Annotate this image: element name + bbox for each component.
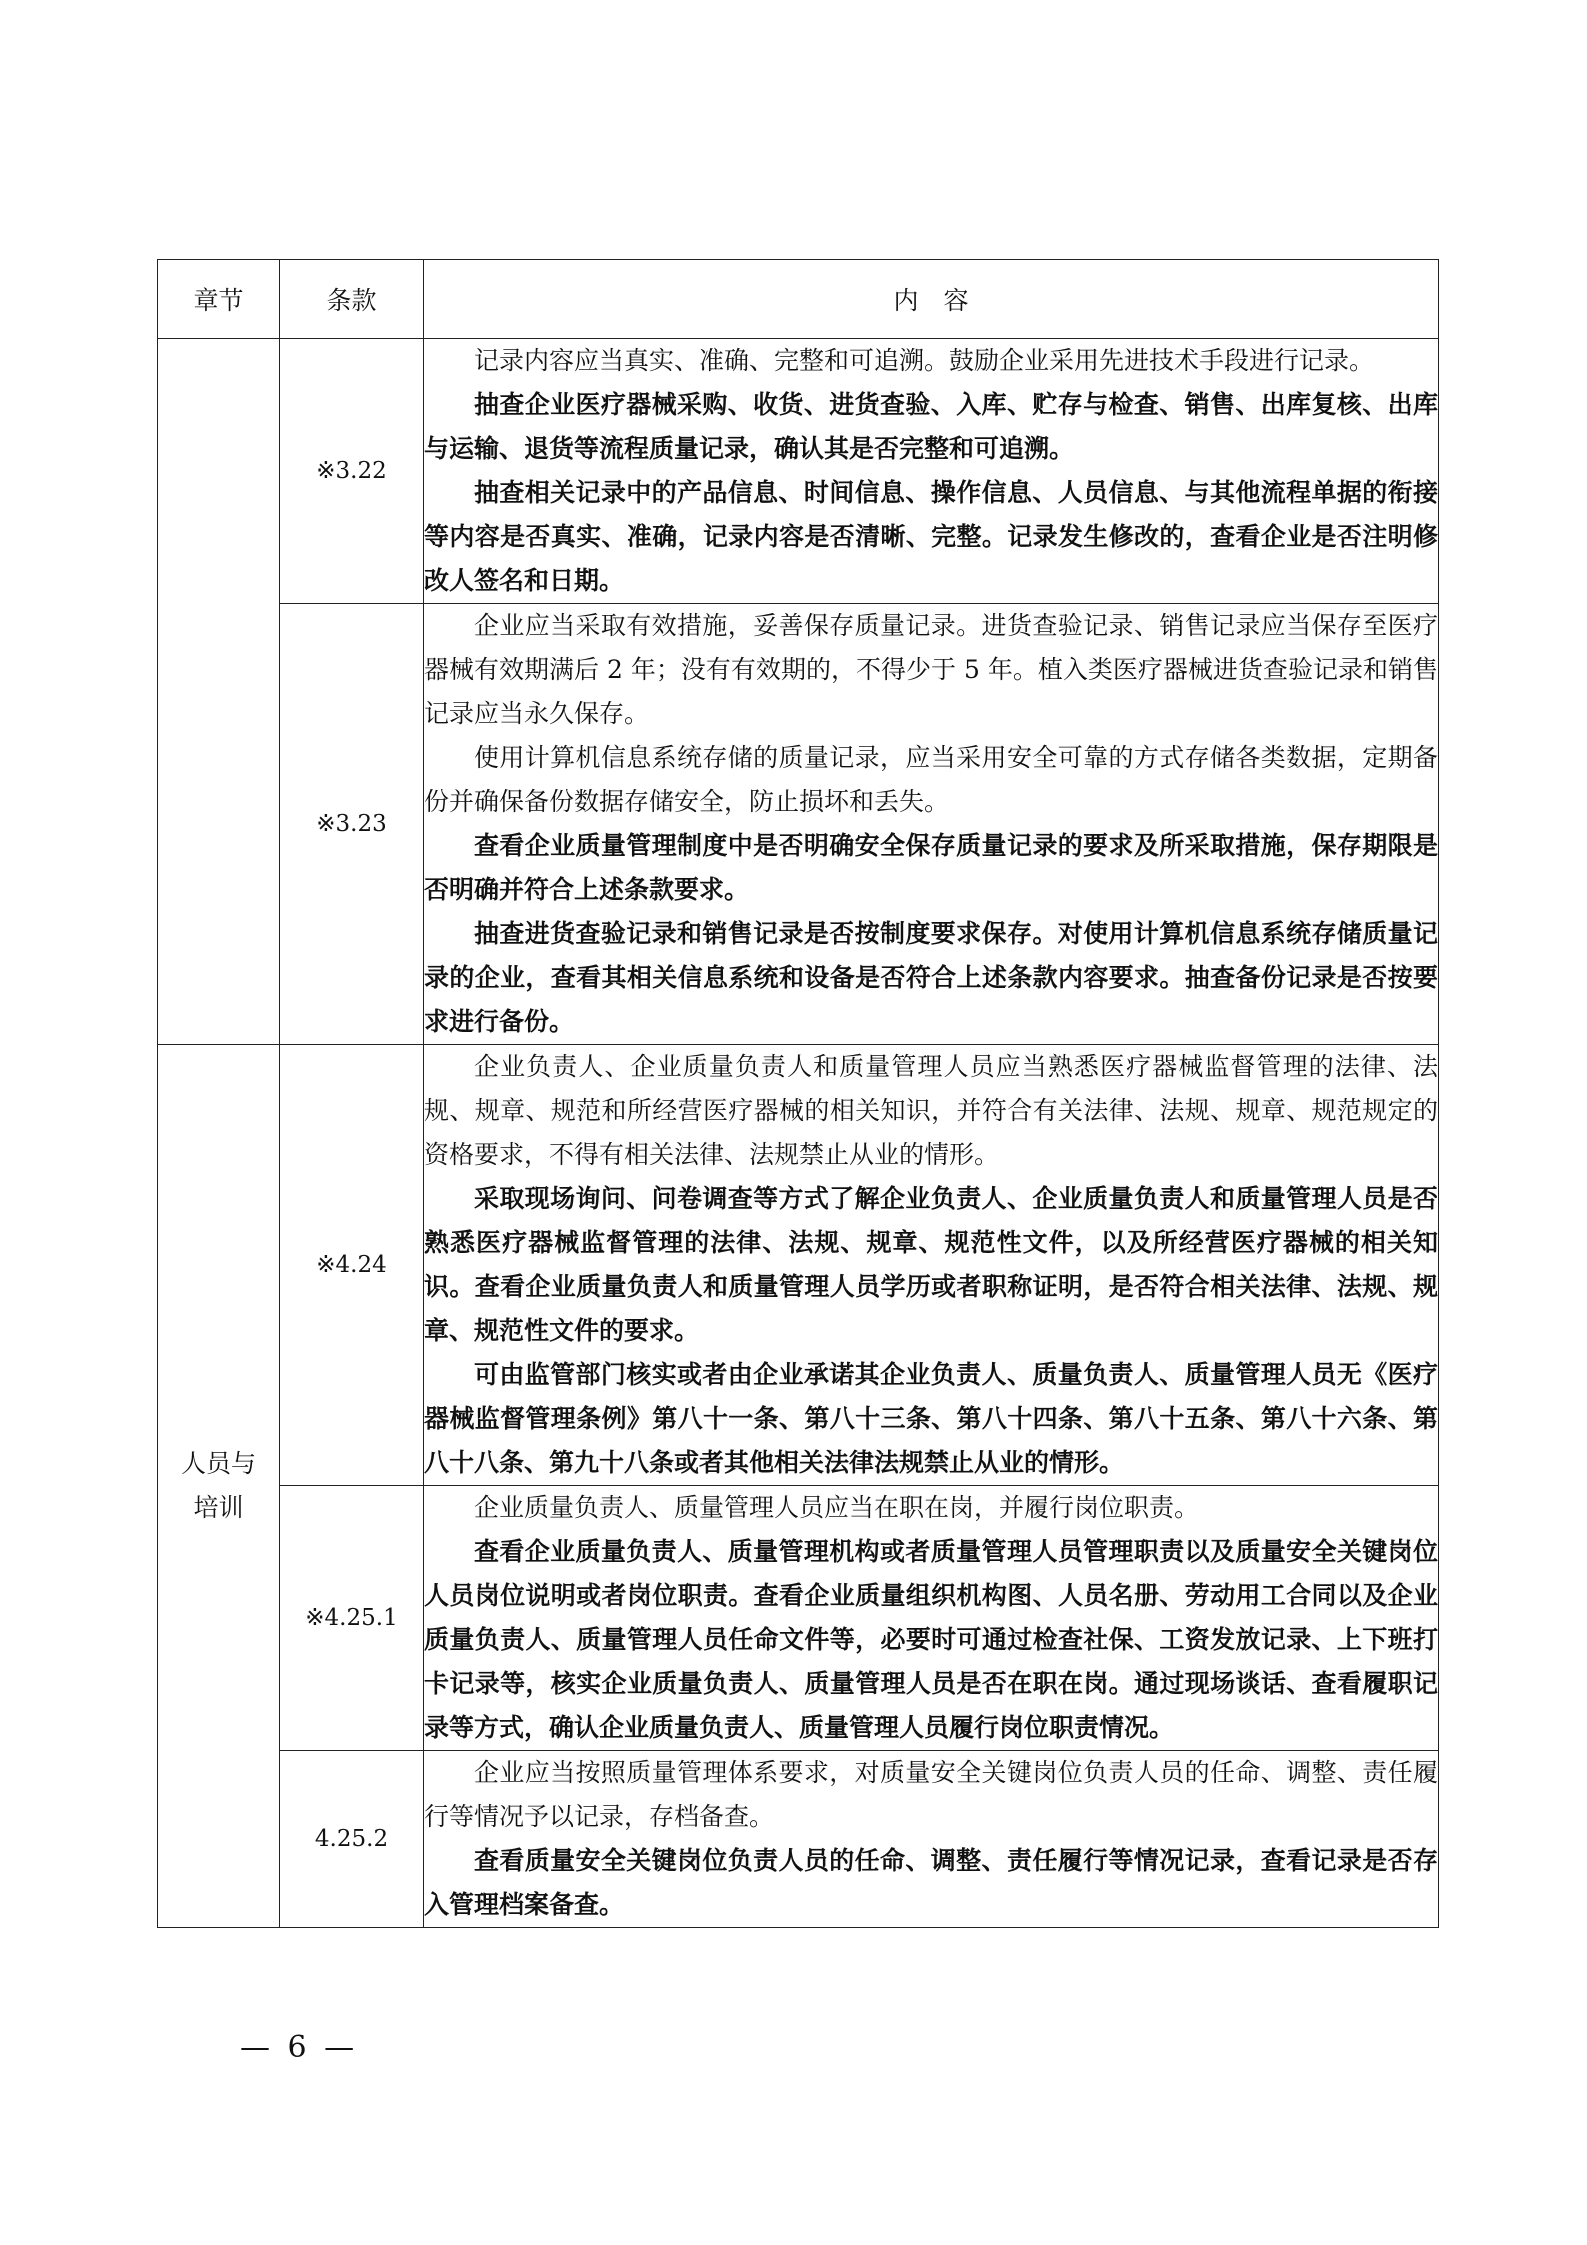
content-paragraph: 查看企业质量管理制度中是否明确安全保存质量记录的要求及所采取措施，保存期限是否明确并符合上述条款要求。 — [424, 831, 1438, 904]
content-paragraph: 抽查相关记录中的产品信息、时间信息、操作信息、人员信息、与其他流程单据的衔接等内容是否真实、准确，记录内容是否清晰、完整。记录发生修改的，查看企业是否注明修改人签名和日期。 — [424, 478, 1438, 595]
content-cell — [424, 339, 1439, 604]
table-row — [158, 339, 1439, 604]
content-cell — [424, 604, 1439, 1045]
clause-cell: ※3.23 — [280, 604, 424, 1045]
content-cell — [424, 1751, 1439, 1928]
content-paragraph: 抽查进货查验记录和销售记录是否按制度要求保存。对使用计算机信息系统存储质量记录的企业，查看其相关信息系统和设备是否符合上述条款内容要求。抽查备份记录是否按要求进行备份。 — [424, 919, 1438, 1036]
chapter-cell — [158, 1045, 280, 1928]
header-content: 内 容 — [424, 260, 1439, 339]
content-paragraph: 企业应当按照质量管理体系要求，对质量安全关键岗位负责人员的任命、调整、责任履行等情况予以记录，存档备查。 — [424, 1758, 1438, 1831]
content-paragraph: 使用计算机信息系统存储的质量记录，应当采用安全可靠的方式存储各类数据，定期备份并确保备份数据存储安全，防止损坏和丢失。 — [424, 743, 1438, 816]
table-row — [158, 1486, 1439, 1751]
content-paragraph: 企业应当采取有效措施，妥善保存质量记录。进货查验记录、销售记录应当保存至医疗器械有效期满后 2 年；没有有效期的，不得少于 5 年。植入类医疗器械进货查验记录和销售记录应当永久保存。 — [424, 611, 1438, 728]
table-row — [158, 1045, 1439, 1486]
header-chapter: 章节 — [158, 260, 280, 339]
clause-cell: ※4.24 — [280, 1045, 424, 1486]
content-paragraph: 记录内容应当真实、准确、完整和可追溯。鼓励企业采用先进技术手段进行记录。 — [474, 346, 1375, 375]
content-paragraph: 查看质量安全关键岗位负责人员的任命、调整、责任履行等情况记录，查看记录是否存入管理档案备查。 — [424, 1846, 1438, 1919]
content-paragraph: 企业质量负责人、质量管理人员应当在职在岗，并履行岗位职责。 — [474, 1493, 1200, 1522]
table-row — [158, 1751, 1439, 1928]
content-cell — [424, 1045, 1439, 1486]
clause-cell: ※4.25.1 — [280, 1486, 424, 1751]
chapter-label: 人员与培训 — [181, 1449, 257, 1522]
content-paragraph: 查看企业质量负责人、质量管理机构或者质量管理人员管理职责以及质量安全关键岗位人员岗位说明或者岗位职责。查看企业质量组织机构图、人员名册、劳动用工合同以及企业质量负责人、质量管理人员任命文件等，必要时可通过检查社保、工资发放记录、上下班打卡记录等，核实企业质量负责人、质量管理人员是否在职在岗。通过现场谈话、查看履职记录等方式，确认企业质量负责人、质量管理人员履行岗位职责情况。 — [424, 1537, 1438, 1742]
content-paragraph: 企业负责人、企业质量负责人和质量管理人员应当熟悉医疗器械监督管理的法律、法规、规章、规范和所经营医疗器械的相关知识，并符合有关法律、法规、规章、规范规定的资格要求，不得有相关法律、法规禁止从业的情形。 — [424, 1052, 1438, 1169]
page-number: — 6 — — [240, 2030, 359, 2065]
content-paragraph: 抽查企业医疗器械采购、收货、进货查验、入库、贮存与检查、销售、出库复核、出库与运输、退货等流程质量记录，确认其是否完整和可追溯。 — [424, 390, 1438, 463]
clause-cell: 4.25.2 — [280, 1751, 424, 1928]
content-cell — [424, 1486, 1439, 1751]
content-paragraph: 采取现场询问、问卷调查等方式了解企业负责人、企业质量负责人和质量管理人员是否熟悉医疗器械监督管理的法律、法规、规章、规范性文件，以及所经营医疗器械的相关知识。查看企业质量负责人和质量管理人员学历或者职称证明，是否符合相关法律、法规、规章、规范性文件的要求。 — [424, 1184, 1438, 1345]
header-clause: 条款 — [280, 260, 424, 339]
content-paragraph: 可由监管部门核实或者由企业承诺其企业负责人、质量负责人、质量管理人员无《医疗器械监督管理条例》第八十一条、第八十三条、第八十四条、第八十五条、第八十六条、第八十八条、第九十八条或者其他相关法律法规禁止从业的情形。 — [424, 1360, 1438, 1477]
table-row — [158, 604, 1439, 1045]
chapter-cell-empty — [158, 339, 280, 1045]
clause-cell: ※3.22 — [280, 339, 424, 604]
table-header-row — [158, 260, 1439, 339]
inspection-table — [157, 259, 1439, 1928]
